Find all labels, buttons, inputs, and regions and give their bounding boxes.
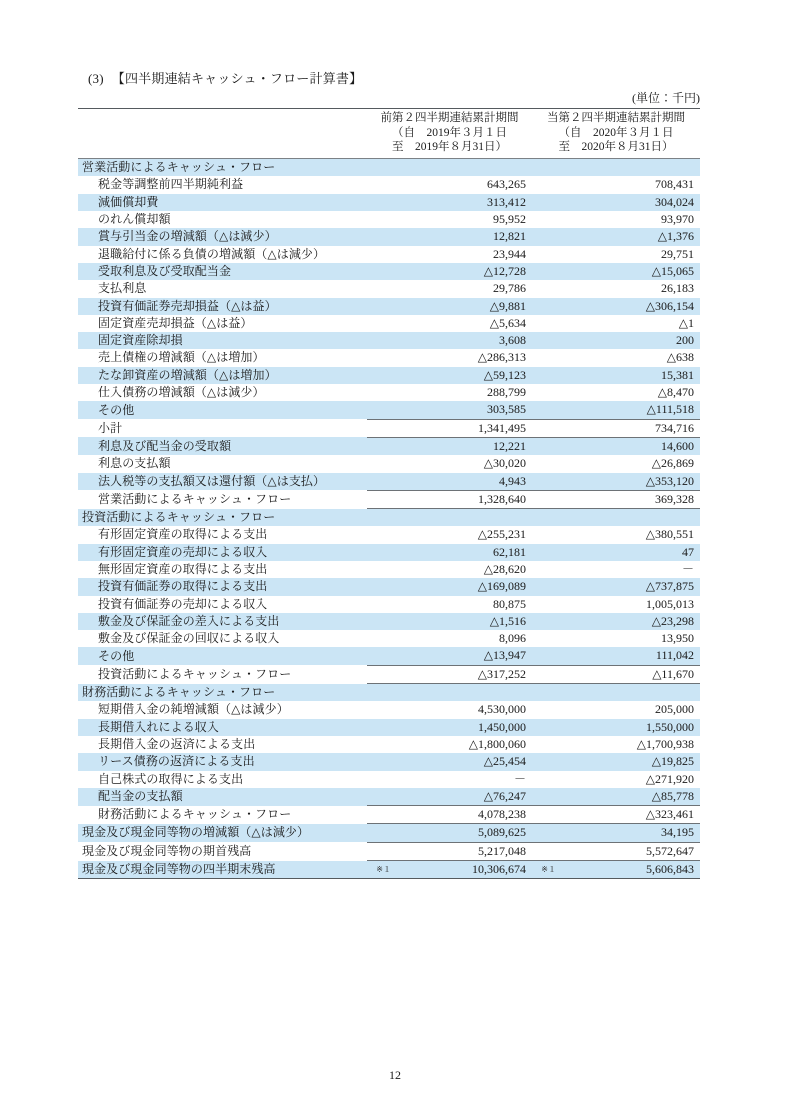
row-note-marker-previous bbox=[367, 842, 393, 860]
row-value-current: △737,875 bbox=[558, 578, 700, 595]
table-row bbox=[78, 596, 700, 613]
row-note-marker-previous bbox=[367, 526, 393, 543]
row-note-marker-current bbox=[532, 824, 558, 842]
row-value-current: △15,065 bbox=[558, 263, 700, 280]
table-row bbox=[78, 771, 700, 788]
table-row bbox=[78, 473, 700, 491]
row-note-marker-previous bbox=[367, 437, 393, 455]
row-value-previous bbox=[393, 509, 532, 527]
row-note-marker-current bbox=[532, 332, 558, 349]
row-value-current: △1,700,938 bbox=[636, 736, 694, 751]
section-heading-title: 【四半期連結キャッシュ・フロー計算書】 bbox=[111, 71, 363, 86]
table-row bbox=[78, 788, 700, 806]
row-label: 現金及び現金同等物の期首残高 bbox=[82, 843, 252, 858]
row-value-current: △638 bbox=[666, 350, 694, 365]
row-note-marker-previous bbox=[367, 211, 393, 228]
row-note-marker-previous bbox=[367, 263, 393, 280]
row-value-current bbox=[558, 684, 700, 702]
row-note-marker-previous bbox=[367, 419, 393, 437]
row-note-marker-current bbox=[532, 437, 558, 455]
row-note-marker-previous bbox=[367, 561, 393, 578]
header-period-current-line3: 至 2020年８月31日） bbox=[558, 141, 674, 154]
row-note-marker-current bbox=[532, 211, 558, 228]
section-heading-number: (3) bbox=[88, 71, 104, 86]
row-note-marker-previous bbox=[367, 665, 393, 683]
row-value-current: 5,572,647 bbox=[558, 842, 700, 860]
table-body bbox=[78, 159, 700, 879]
row-value-previous: △12,728 bbox=[393, 263, 532, 280]
table-row bbox=[78, 544, 700, 561]
table-row bbox=[78, 246, 700, 263]
row-label: 長期借入金の返済による支出 bbox=[98, 736, 256, 751]
row-value-previous: △1,800,060 bbox=[468, 736, 526, 751]
row-value-previous: △25,454 bbox=[393, 753, 532, 770]
row-label: 無形固定資産の取得による支出 bbox=[98, 561, 268, 576]
row-label: 現金及び現金同等物の増減額（△は減少） bbox=[78, 824, 367, 842]
row-value-previous: △76,247 bbox=[393, 788, 532, 806]
row-label: 投資活動によるキャッシュ・フロー bbox=[98, 666, 292, 681]
row-value-previous: △255,231 bbox=[477, 527, 526, 542]
unit-note: (単位：千円) bbox=[632, 91, 700, 105]
row-value-previous: △30,020 bbox=[483, 456, 526, 471]
row-value-previous: 8,096 bbox=[499, 631, 526, 646]
table-row bbox=[78, 332, 700, 349]
row-note-marker-previous bbox=[367, 736, 393, 753]
row-value-previous: 5,089,625 bbox=[393, 824, 532, 842]
row-value-previous: △317,252 bbox=[393, 665, 532, 683]
row-note-marker-previous bbox=[367, 630, 393, 647]
header-period-previous-line1: 前第２四半期連結累計期間 bbox=[380, 112, 519, 124]
row-value-current: △19,825 bbox=[558, 753, 700, 770]
row-label: 利息の支払額 bbox=[98, 456, 171, 471]
row-label: 仕入債務の増減額（△は減少） bbox=[98, 385, 265, 400]
table-row bbox=[78, 367, 700, 384]
table-header bbox=[78, 109, 700, 159]
row-value-current: △306,154 bbox=[558, 298, 700, 315]
row-value-current: 47 bbox=[558, 544, 700, 561]
row-value-current: △380,551 bbox=[645, 527, 694, 542]
row-note-marker-current bbox=[532, 578, 558, 595]
header-period-previous-line3: 至 2019年８月31日） bbox=[392, 141, 507, 154]
row-value-previous: 95,952 bbox=[493, 212, 526, 227]
table-row bbox=[78, 736, 700, 753]
row-note-marker-current bbox=[532, 719, 558, 736]
row-value-current: 13,950 bbox=[661, 631, 694, 646]
row-note-marker-current bbox=[532, 736, 558, 753]
row-label: 有形固定資産の売却による収入 bbox=[78, 544, 367, 561]
cash-flow-table bbox=[78, 108, 700, 879]
row-note-marker-previous bbox=[367, 298, 393, 315]
row-value-current: △11,670 bbox=[558, 665, 700, 683]
row-value-current: △111,518 bbox=[558, 401, 700, 419]
row-label: 法人税等の支払額又は還付額（△は支払） bbox=[78, 473, 367, 491]
row-value-previous: △5,634 bbox=[489, 315, 526, 330]
row-label: 自己株式の取得による支出 bbox=[98, 771, 244, 786]
row-note-marker-current bbox=[532, 419, 558, 437]
table-row bbox=[78, 561, 700, 578]
row-note-marker-previous bbox=[367, 544, 393, 561]
row-value-previous: 1,341,495 bbox=[393, 419, 532, 437]
header-period-previous bbox=[367, 109, 532, 159]
row-note-marker-previous bbox=[367, 719, 393, 736]
row-value-current: △1,376 bbox=[558, 228, 700, 245]
row-note-marker-previous bbox=[367, 401, 393, 419]
table-row bbox=[78, 647, 700, 665]
row-label: 短期借入金の純増減額（△は減少） bbox=[98, 702, 289, 717]
row-value-current: △271,920 bbox=[645, 771, 694, 786]
row-note-marker-current bbox=[532, 806, 558, 824]
row-note-marker-previous bbox=[367, 473, 393, 491]
table-row bbox=[78, 824, 700, 842]
row-label: 配当金の支払額 bbox=[78, 788, 367, 806]
row-value-previous: △59,123 bbox=[393, 367, 532, 384]
row-label: 敷金及び保証金の回収による収入 bbox=[98, 631, 280, 646]
row-value-current: 200 bbox=[558, 332, 700, 349]
row-value-current: △1 bbox=[678, 315, 694, 330]
row-note-marker-current bbox=[532, 228, 558, 245]
table-row bbox=[78, 419, 700, 437]
row-note-marker-previous bbox=[367, 788, 393, 806]
row-value-previous: 29,786 bbox=[493, 281, 526, 296]
row-label: 小計 bbox=[98, 420, 123, 435]
row-note-marker-previous bbox=[367, 384, 393, 401]
row-note-marker-current bbox=[532, 280, 558, 297]
row-label: 税金等調整前四半期純利益 bbox=[98, 177, 244, 192]
row-value-current: 304,024 bbox=[558, 194, 700, 211]
row-note-marker-previous bbox=[367, 367, 393, 384]
row-value-current: △323,461 bbox=[558, 806, 700, 824]
row-value-current bbox=[558, 509, 700, 527]
table-row bbox=[78, 349, 700, 366]
row-note-marker-current bbox=[532, 684, 558, 702]
page-number: 12 bbox=[389, 1068, 401, 1082]
row-value-current: 34,195 bbox=[558, 824, 700, 842]
table-row bbox=[78, 211, 700, 228]
table-row bbox=[78, 665, 700, 683]
row-note-marker-current bbox=[532, 842, 558, 860]
row-label: その他 bbox=[78, 401, 367, 419]
table-row bbox=[78, 159, 700, 177]
row-value-previous: 23,944 bbox=[493, 246, 526, 261]
row-label: 売上債権の増減額（△は増加） bbox=[98, 350, 265, 365]
row-label: 敷金及び保証金の差入による支出 bbox=[78, 613, 367, 630]
row-note-marker-previous bbox=[367, 159, 393, 177]
row-value-previous: 4,530,000 bbox=[478, 702, 526, 717]
table-row bbox=[78, 753, 700, 770]
row-label: たな卸資産の増減額（△は増加） bbox=[78, 367, 367, 384]
row-value-previous: △1,516 bbox=[393, 613, 532, 630]
row-note-marker-previous bbox=[367, 647, 393, 665]
table-row bbox=[78, 806, 700, 824]
row-value-previous: 643,265 bbox=[487, 177, 526, 192]
row-value-previous: 12,221 bbox=[393, 437, 532, 455]
row-value-current: △353,120 bbox=[558, 473, 700, 491]
row-label: 営業活動によるキャッシュ・フロー bbox=[98, 491, 292, 506]
row-value-current: 14,600 bbox=[558, 437, 700, 455]
row-value-previous: 5,217,048 bbox=[393, 842, 532, 860]
row-value-current: 1,005,013 bbox=[646, 596, 694, 611]
row-note-marker-previous bbox=[367, 578, 393, 595]
row-value-current: 93,970 bbox=[661, 212, 694, 227]
table-row bbox=[78, 701, 700, 718]
row-note-marker-current bbox=[532, 159, 558, 177]
row-value-previous: 80,875 bbox=[493, 596, 526, 611]
row-value-current: 205,000 bbox=[655, 702, 694, 717]
row-note-marker-previous bbox=[367, 509, 393, 527]
row-value-current: 26,183 bbox=[661, 281, 694, 296]
row-value-previous: 10,306,674 bbox=[393, 861, 532, 879]
row-note-marker-previous bbox=[367, 349, 393, 366]
row-note-marker-previous bbox=[367, 315, 393, 332]
row-label: リース債務の返済による支出 bbox=[78, 753, 367, 770]
table-row bbox=[78, 194, 700, 211]
row-value-previous bbox=[393, 684, 532, 702]
row-label: 利息及び配当金の受取額 bbox=[78, 437, 367, 455]
row-value-previous: 62,181 bbox=[393, 544, 532, 561]
row-note-marker-previous bbox=[367, 771, 393, 788]
row-note-marker-current bbox=[532, 246, 558, 263]
table-row bbox=[78, 842, 700, 860]
row-label: のれん償却額 bbox=[98, 212, 171, 227]
table-row bbox=[78, 280, 700, 297]
row-note-marker-current bbox=[532, 194, 558, 211]
header-period-current bbox=[532, 109, 700, 159]
row-value-current: △85,778 bbox=[558, 788, 700, 806]
row-label: 有形固定資産の取得による支出 bbox=[98, 527, 268, 542]
row-note-marker-current bbox=[532, 315, 558, 332]
row-value-current bbox=[558, 159, 700, 177]
row-label: 投資有価証券売却損益（△は益） bbox=[78, 298, 367, 315]
header-period-current-line2: （自 2020年３月１日 bbox=[558, 126, 674, 139]
row-note-marker-previous bbox=[367, 194, 393, 211]
row-value-current: 734,716 bbox=[558, 419, 700, 437]
row-value-current: 29,751 bbox=[661, 246, 694, 261]
row-note-marker-current bbox=[532, 509, 558, 527]
table-row bbox=[78, 263, 700, 280]
row-value-current: 5,606,843 bbox=[558, 861, 700, 879]
row-value-previous: 3,608 bbox=[393, 332, 532, 349]
row-value-current: － bbox=[681, 561, 694, 576]
row-note-marker-current bbox=[532, 176, 558, 193]
row-note-marker-current bbox=[532, 263, 558, 280]
row-label: 退職給付に係る負債の増減額（△は減少） bbox=[98, 246, 326, 261]
row-label: 投資活動によるキャッシュ・フロー bbox=[78, 509, 367, 527]
table-row bbox=[78, 719, 700, 736]
row-value-previous: △169,089 bbox=[393, 578, 532, 595]
row-label: 投資有価証券の売却による収入 bbox=[98, 596, 268, 611]
row-label: 固定資産除却損 bbox=[78, 332, 367, 349]
row-note-marker-previous bbox=[367, 176, 393, 193]
table-row bbox=[78, 437, 700, 455]
row-value-previous: 1,328,640 bbox=[393, 490, 532, 508]
row-label: 長期借入れによる収入 bbox=[78, 719, 367, 736]
row-value-previous: 12,821 bbox=[393, 228, 532, 245]
row-value-previous bbox=[393, 159, 532, 177]
header-period-previous-line2: （自 2019年３月１日 bbox=[392, 126, 507, 139]
row-note-marker-current: ※１ bbox=[532, 861, 558, 879]
table-row bbox=[78, 630, 700, 647]
table-row bbox=[78, 401, 700, 419]
row-note-marker-current bbox=[532, 613, 558, 630]
row-label: 受取利息及び受取配当金 bbox=[78, 263, 367, 280]
row-note-marker-current bbox=[532, 665, 558, 683]
row-note-marker-current bbox=[532, 490, 558, 508]
table-row bbox=[78, 578, 700, 595]
row-value-current: △8,470 bbox=[657, 385, 694, 400]
table-row bbox=[78, 298, 700, 315]
row-note-marker-previous bbox=[367, 806, 393, 824]
row-note-marker-current bbox=[532, 647, 558, 665]
row-label: 財務活動によるキャッシュ・フロー bbox=[98, 807, 292, 822]
row-value-previous: 4,078,238 bbox=[393, 806, 532, 824]
row-value-current: 15,381 bbox=[558, 367, 700, 384]
row-label: 営業活動によるキャッシュ・フロー bbox=[78, 159, 367, 177]
table-row bbox=[78, 613, 700, 630]
row-label: その他 bbox=[78, 647, 367, 665]
table-row bbox=[78, 228, 700, 245]
header-label-blank bbox=[78, 109, 367, 159]
row-value-previous: △9,881 bbox=[393, 298, 532, 315]
row-note-marker-current bbox=[532, 544, 558, 561]
row-note-marker-previous bbox=[367, 613, 393, 630]
row-value-current: 708,431 bbox=[655, 177, 694, 192]
row-note-marker-current bbox=[532, 596, 558, 613]
row-note-marker-previous bbox=[367, 824, 393, 842]
row-note-marker-previous bbox=[367, 701, 393, 718]
row-value-current: △26,869 bbox=[651, 456, 694, 471]
row-note-marker-current bbox=[532, 753, 558, 770]
row-note-marker-current bbox=[532, 349, 558, 366]
row-value-previous: 4,943 bbox=[393, 473, 532, 491]
row-note-marker-previous bbox=[367, 596, 393, 613]
row-label: 投資有価証券の取得による支出 bbox=[78, 578, 367, 595]
row-value-previous: △286,313 bbox=[477, 350, 526, 365]
row-note-marker-current bbox=[532, 630, 558, 647]
row-note-marker-previous bbox=[367, 455, 393, 472]
row-value-current: 1,550,000 bbox=[558, 719, 700, 736]
row-value-current: 369,328 bbox=[558, 490, 700, 508]
row-label: 固定資産売却損益（△は益） bbox=[98, 315, 253, 330]
row-note-marker-previous bbox=[367, 753, 393, 770]
table-row bbox=[78, 315, 700, 332]
row-note-marker-previous bbox=[367, 246, 393, 263]
row-label: 賞与引当金の増減額（△は減少） bbox=[78, 228, 367, 245]
row-value-previous: 288,799 bbox=[487, 385, 526, 400]
row-note-marker-previous bbox=[367, 332, 393, 349]
row-note-marker-current bbox=[532, 455, 558, 472]
table-row bbox=[78, 526, 700, 543]
row-value-current: 111,042 bbox=[558, 647, 700, 665]
row-value-previous: 303,585 bbox=[393, 401, 532, 419]
row-note-marker-previous bbox=[367, 228, 393, 245]
row-note-marker-current bbox=[532, 701, 558, 718]
row-value-previous: － bbox=[513, 771, 526, 786]
row-note-marker-current bbox=[532, 788, 558, 806]
row-note-marker-current bbox=[532, 401, 558, 419]
table-row bbox=[78, 684, 700, 702]
row-value-previous: △13,947 bbox=[393, 647, 532, 665]
row-note-marker-current bbox=[532, 526, 558, 543]
header-period-current-line1: 当第２四半期連結累計期間 bbox=[547, 112, 685, 124]
row-label: 減価償却費 bbox=[78, 194, 367, 211]
table-row bbox=[78, 176, 700, 193]
row-value-previous: 313,412 bbox=[393, 194, 532, 211]
row-value-current: △23,298 bbox=[558, 613, 700, 630]
table-row bbox=[78, 384, 700, 401]
row-label: 現金及び現金同等物の四半期末残高 bbox=[78, 861, 367, 879]
row-note-marker-previous: ※１ bbox=[367, 861, 393, 879]
table-row bbox=[78, 509, 700, 527]
row-note-marker-previous bbox=[367, 280, 393, 297]
cash-flow-table-container bbox=[78, 108, 700, 879]
row-value-previous: △28,620 bbox=[483, 561, 526, 576]
row-note-marker-previous bbox=[367, 490, 393, 508]
row-value-previous: 1,450,000 bbox=[393, 719, 532, 736]
row-note-marker-current bbox=[532, 298, 558, 315]
row-note-marker-current bbox=[532, 473, 558, 491]
row-label: 支払利息 bbox=[98, 281, 147, 296]
row-note-marker-current bbox=[532, 367, 558, 384]
row-note-marker-previous bbox=[367, 684, 393, 702]
row-note-marker-current bbox=[532, 561, 558, 578]
row-note-marker-current bbox=[532, 384, 558, 401]
table-row bbox=[78, 490, 700, 508]
section-heading bbox=[88, 68, 362, 87]
table-row bbox=[78, 861, 700, 879]
row-label: 財務活動によるキャッシュ・フロー bbox=[78, 684, 367, 702]
table-row bbox=[78, 455, 700, 472]
row-note-marker-current bbox=[532, 771, 558, 788]
